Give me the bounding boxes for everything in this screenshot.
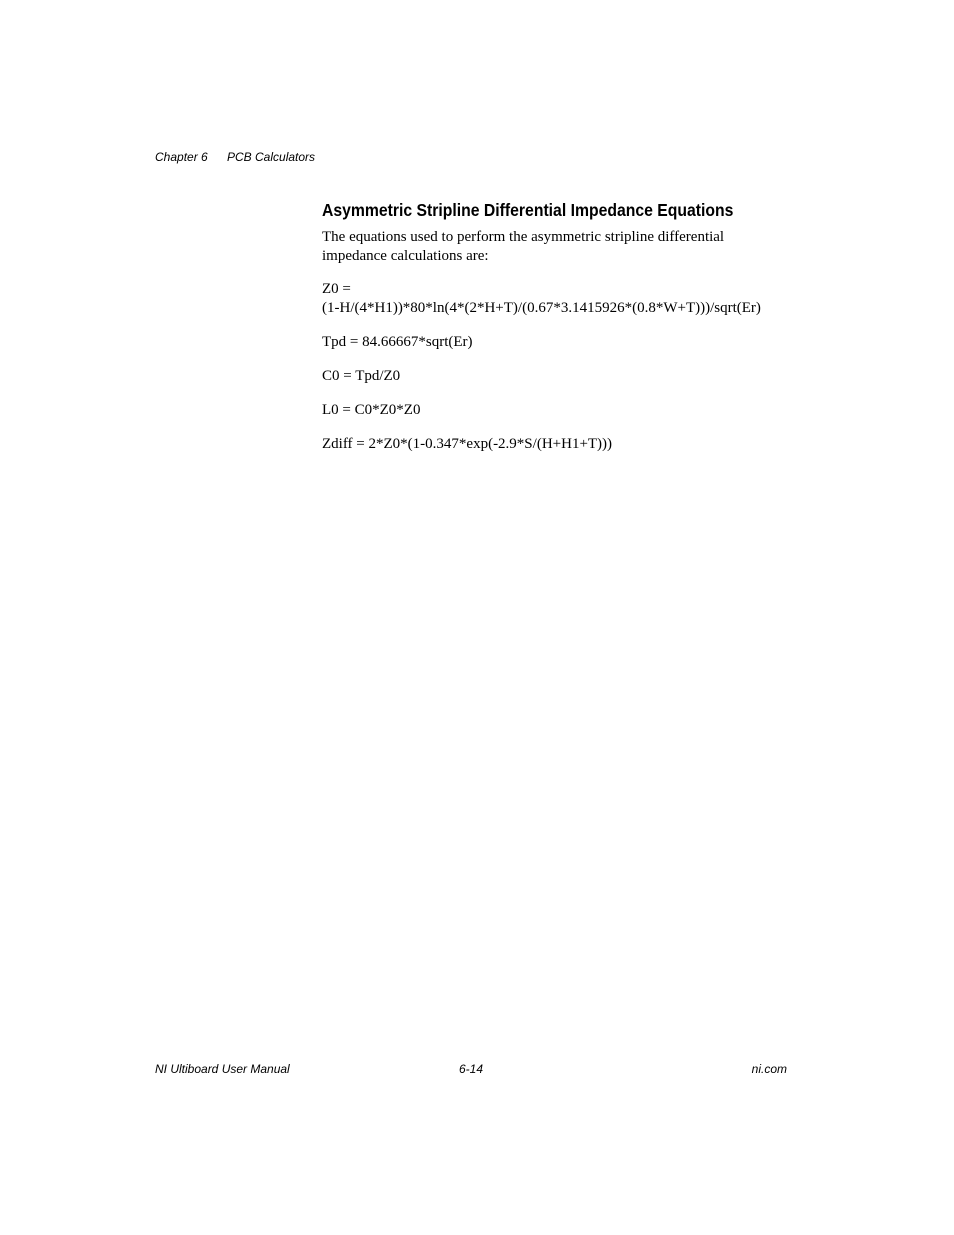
equation-tpd: Tpd = 84.66667*sqrt(Er)	[322, 334, 473, 350]
intro-paragraph	[322, 228, 792, 266]
equation-z0-formula: (1-H/(4*H1))*80*ln(4*(2*H+T)/(0.67*3.1415926*(0.8*W+T)))/sqrt(Er)	[322, 300, 761, 316]
section-heading: Asymmetric Stripline Differential Impedance Equations	[322, 200, 734, 220]
chapter-title: PCB Calculators	[227, 150, 316, 164]
footer-manual-title: NI Ultiboard User Manual	[155, 1062, 290, 1076]
intro-line-2: impedance calculations are:	[322, 248, 489, 264]
intro-line-1: The equations used to perform the asymmetric stripline differential	[322, 229, 725, 245]
page-footer	[155, 1062, 787, 1078]
equation-c0: C0 = Tpd/Z0	[322, 368, 401, 384]
footer-website: ni.com	[751, 1062, 787, 1076]
equation-zdiff: Zdiff = 2*Z0*(1-0.347*exp(-2.9*S/(H+H1+T)))	[322, 436, 613, 452]
footer-page-number: 6-14	[459, 1062, 484, 1076]
main-content	[322, 200, 792, 469]
equation-l0: L0 = C0*Z0*Z0	[322, 402, 421, 418]
running-header	[155, 150, 315, 164]
equation-z0	[322, 280, 792, 318]
equation-z0-label: Z0 =	[322, 281, 351, 297]
chapter-label: Chapter 6	[155, 150, 208, 164]
